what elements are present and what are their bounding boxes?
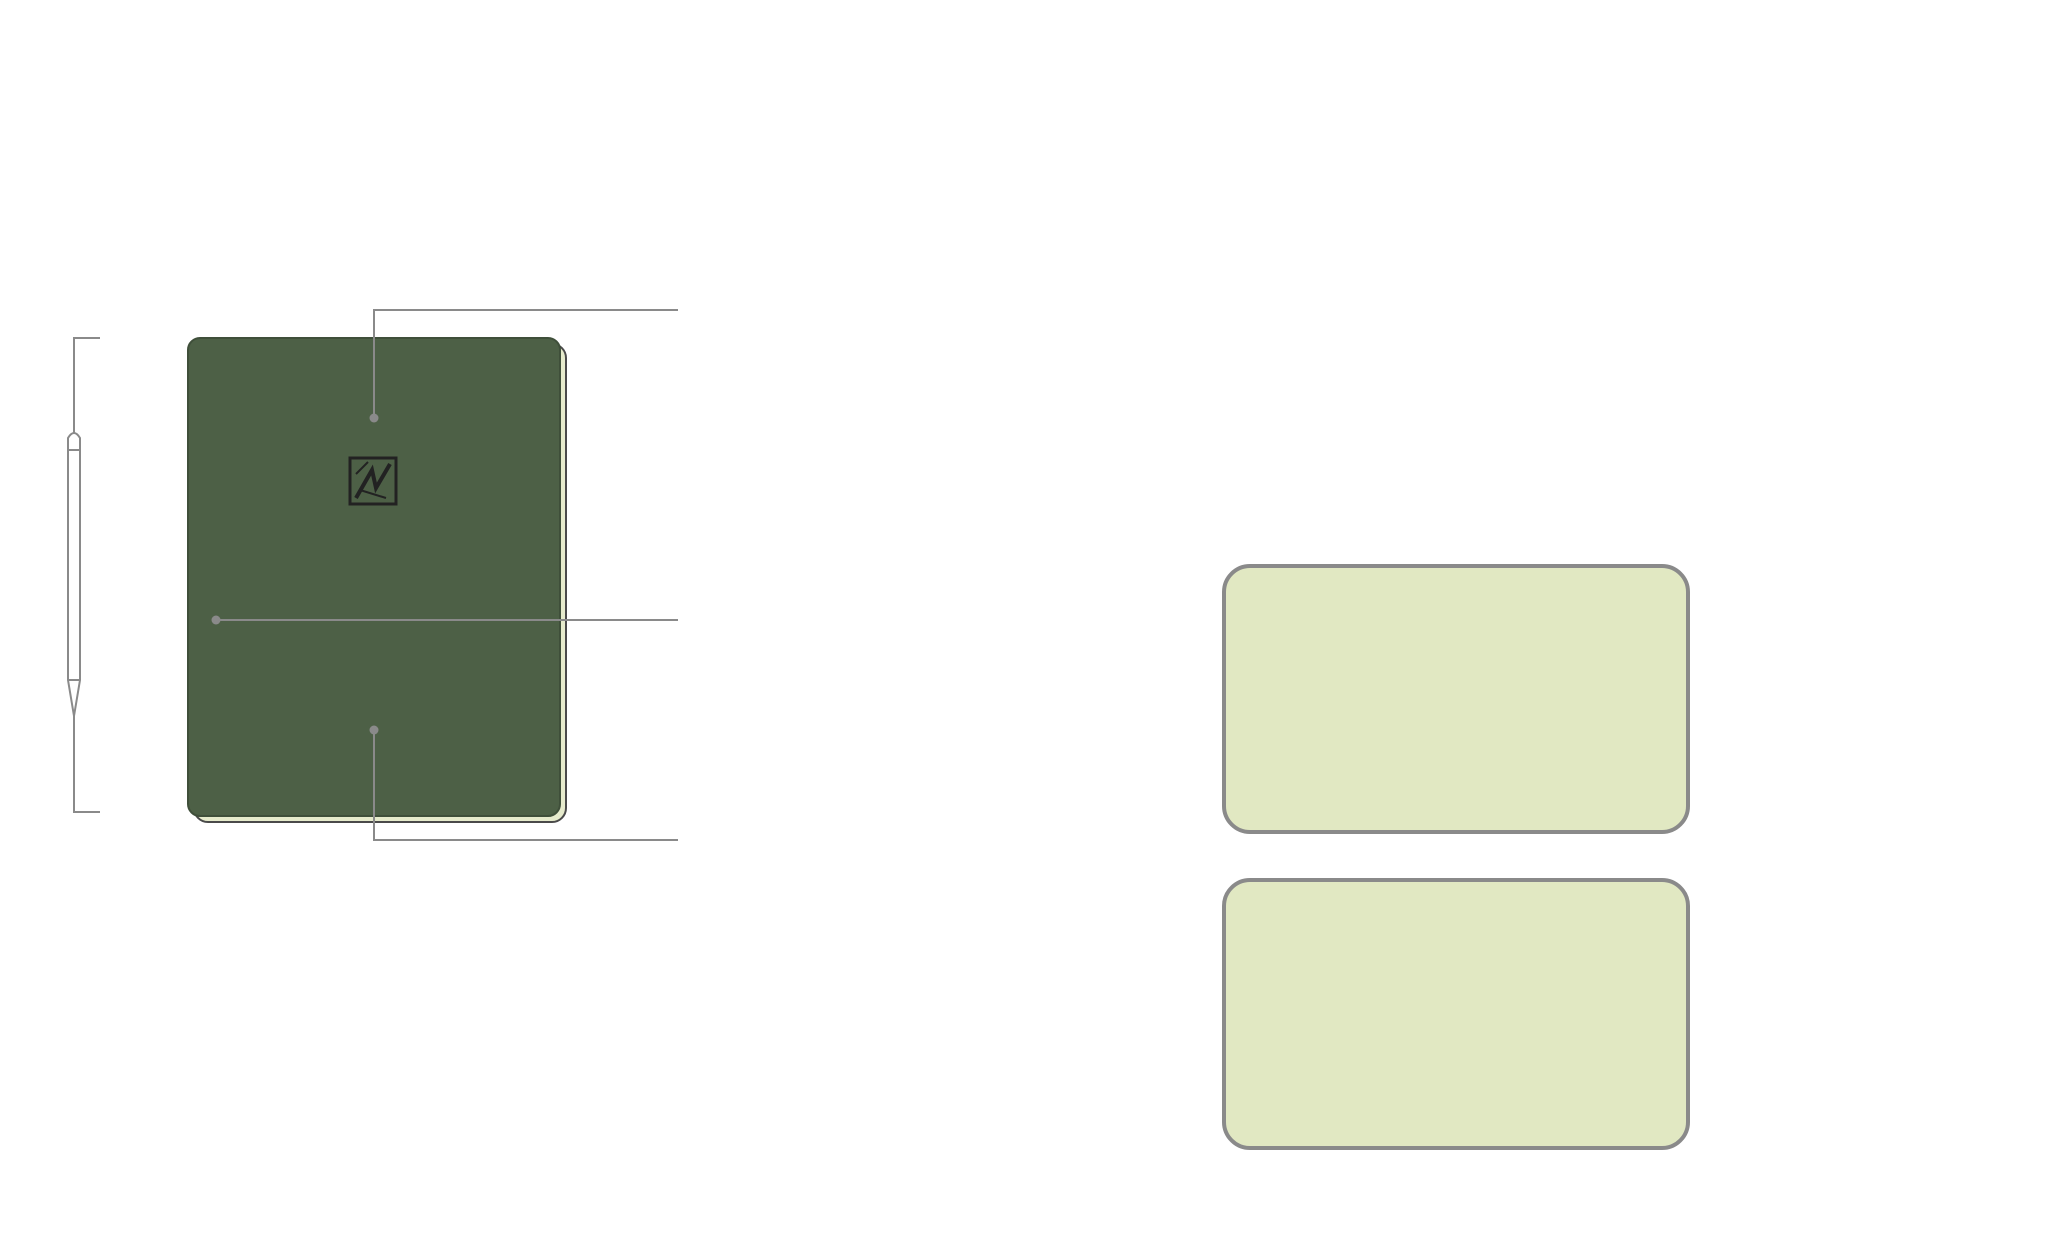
back-page-sample — [1222, 878, 1690, 1150]
binding-section — [702, 600, 1222, 606]
back-page-pattern — [1222, 878, 1690, 1150]
front-page-sample — [1222, 564, 1690, 834]
package-section — [1718, 778, 2048, 784]
identification-section — [1718, 290, 2048, 296]
notebook-illustration — [0, 0, 720, 860]
page-pattern-section — [1209, 290, 1729, 296]
pencil-icon — [68, 433, 80, 716]
paper-section — [702, 822, 1222, 828]
cover-section — [702, 290, 1222, 296]
single-unit-section — [1718, 556, 2048, 562]
front-page-pattern — [1222, 564, 1690, 834]
